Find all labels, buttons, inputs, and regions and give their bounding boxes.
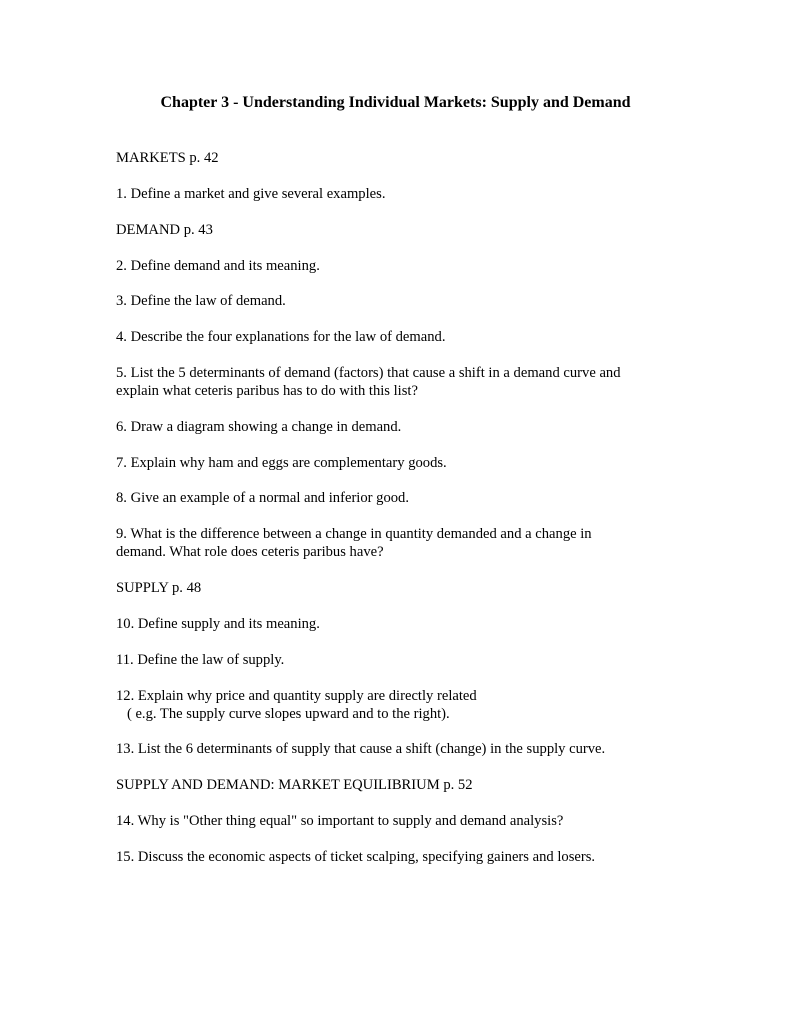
section-heading-markets: MARKETS p. 42 xyxy=(116,150,219,166)
section-heading-demand: DEMAND p. 43 xyxy=(116,222,213,238)
question-9-line-2: demand. What role does ceteris paribus have? xyxy=(116,544,384,560)
question-5-line-2: explain what ceteris paribus has to do with this list? xyxy=(116,383,418,399)
question-8: 8. Give an example of a normal and inferior good. xyxy=(116,490,409,506)
question-12-line-1: 12. Explain why price and quantity supply are directly related xyxy=(116,688,477,704)
question-13: 13. List the 6 determinants of supply that cause a shift (change) in the supply curve. xyxy=(116,741,606,757)
section-heading-supply: SUPPLY p. 48 xyxy=(116,580,202,596)
question-14: 14. Why is "Other thing equal" so important to supply and demand analysis? xyxy=(116,813,564,829)
question-10: 10. Define supply and its meaning. xyxy=(116,616,320,632)
question-12-line-2: ( e.g. The supply curve slopes upward and to the right). xyxy=(116,706,450,722)
question-6: 6. Draw a diagram showing a change in demand. xyxy=(116,419,402,435)
question-15: 15. Discuss the economic aspects of ticket scalping, specifying gainers and losers. xyxy=(116,849,596,865)
question-3: 3. Define the law of demand. xyxy=(116,293,286,309)
question-2: 2. Define demand and its meaning. xyxy=(116,258,320,274)
question-1: 1. Define a market and give several examples. xyxy=(116,186,386,202)
page-title: Chapter 3 - Understanding Individual Markets: Supply and Demand xyxy=(160,94,631,111)
question-11: 11. Define the law of supply. xyxy=(116,652,285,668)
question-9-line-1: 9. What is the difference between a change in quantity demanded and a change in xyxy=(116,526,592,542)
question-4: 4. Describe the four explanations for the law of demand. xyxy=(116,329,446,345)
question-7: 7. Explain why ham and eggs are complementary goods. xyxy=(116,455,447,471)
question-5-line-1: 5. List the 5 determinants of demand (factors) that cause a shift in a demand curve and xyxy=(116,365,621,381)
section-heading-market-equilibrium: SUPPLY AND DEMAND: MARKET EQUILIBRIUM p. 52 xyxy=(116,777,473,793)
